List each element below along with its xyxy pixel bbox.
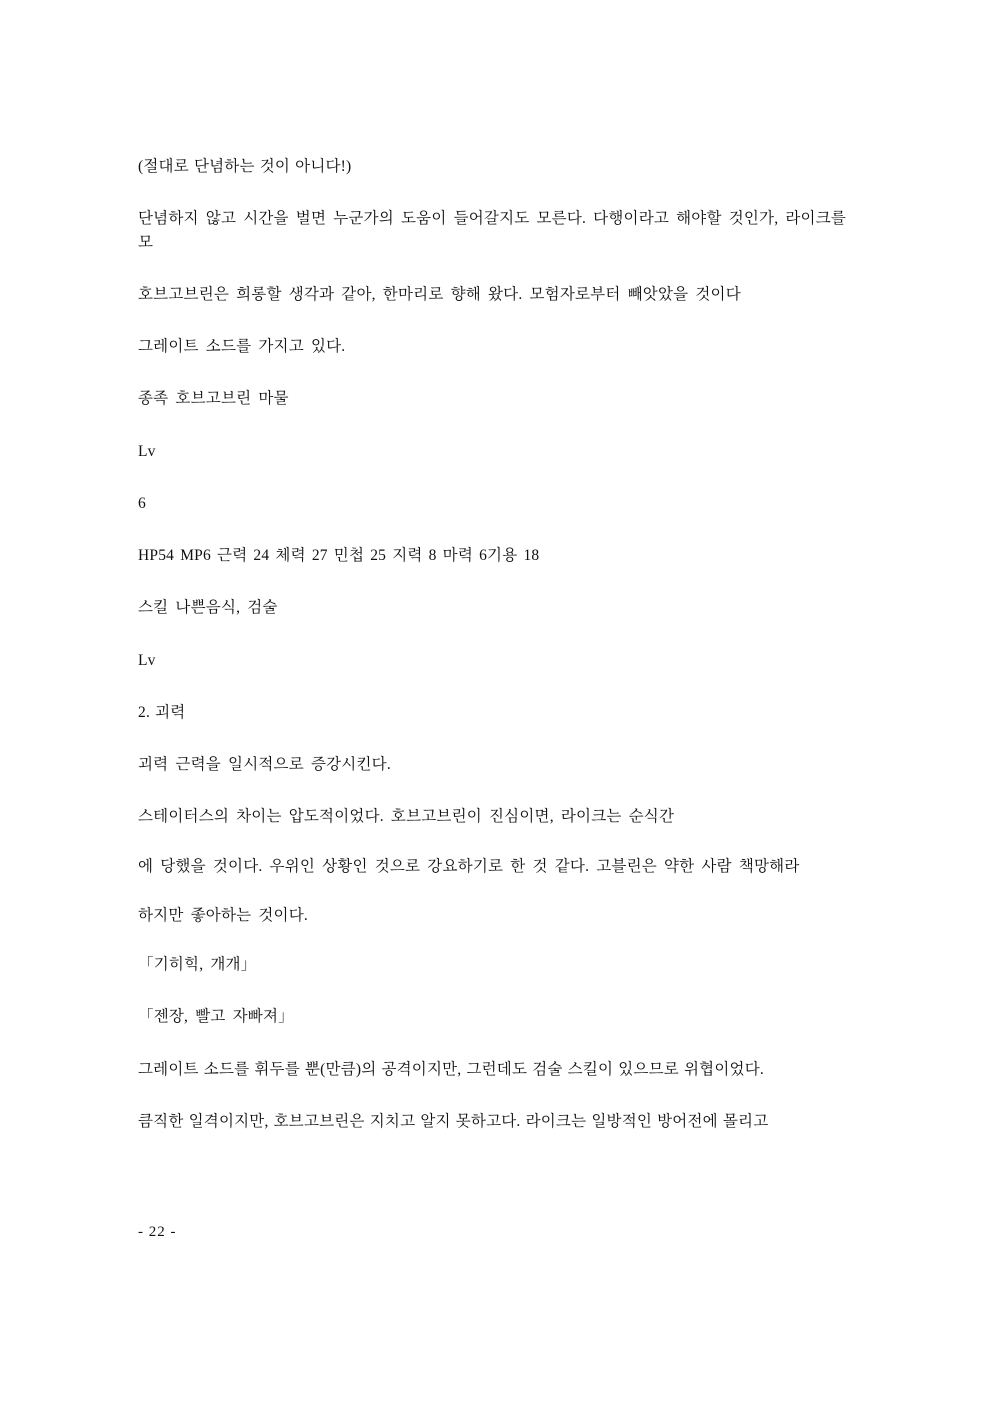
paragraph-skill-entry: 2. 괴력 (138, 703, 186, 721)
paragraph-dialogue-1: 「기히힉, 개개」 (138, 956, 257, 973)
paragraph-species: 종족 호브고브린 마물 (138, 390, 289, 408)
paragraph-skills: 스킬 나쁜음식, 검술 (138, 599, 278, 617)
paragraph-3: 호브고브린은 희롱할 생각과 같아, 한마리로 향해 왔다. 모험자로부터 빼앗았을 것이다 (138, 285, 741, 303)
paragraph-dialogue-2: 「젠장, 빨고 자빠져」 (138, 1008, 294, 1026)
paragraph-stats: HP54 MP6 근력 24 체력 27 민첩 25 지력 8 마력 6기용 18 (138, 547, 540, 564)
paragraph-level-value: 6 (138, 494, 146, 512)
paragraph-level-label-1: Lv (138, 442, 156, 460)
page-number: - 22 - (138, 1224, 177, 1240)
paragraph-19: 큼직한 일격이지만, 호브고브린은 지치고 알지 못하고다. 라이크는 일방적인 방어전에 몰리고 (138, 1112, 769, 1130)
paragraph-1: (절대로 단념하는 것이 아니다!) (138, 158, 352, 175)
paragraph-4: 그레이트 소드를 가지고 있다. (138, 338, 346, 355)
paragraph-skill-desc: 괴력 근력을 일시적으로 증강시킨다. (138, 756, 391, 773)
paragraph-2: 단념하지 않고 시간을 벌면 누군가의 도움이 들어갈지도 모른다. 다행이라고 해야할 것인가, 라이크를 모 (138, 210, 847, 251)
paragraph-15: 하지만 좋아하는 것이다. (138, 906, 308, 924)
paragraph-13: 스테이터스의 차이는 압도적이었다. 호브고브린이 진심이면, 라이크는 순식간 (138, 808, 675, 826)
document-body (138, 155, 868, 1162)
paragraph-14: 에 당했을 것이다. 우위인 상황인 것으로 강요하기로 한 것 같다. 고블린은 약한 사람 책망해라 (138, 857, 800, 875)
paragraph-18: 그레이트 소드를 휘두를 뿐(만큼)의 공격이지만, 그런데도 검술 스킬이 있으므로 위협이었다. (138, 1060, 764, 1078)
paragraph-level-label-2: Lv (138, 651, 156, 669)
